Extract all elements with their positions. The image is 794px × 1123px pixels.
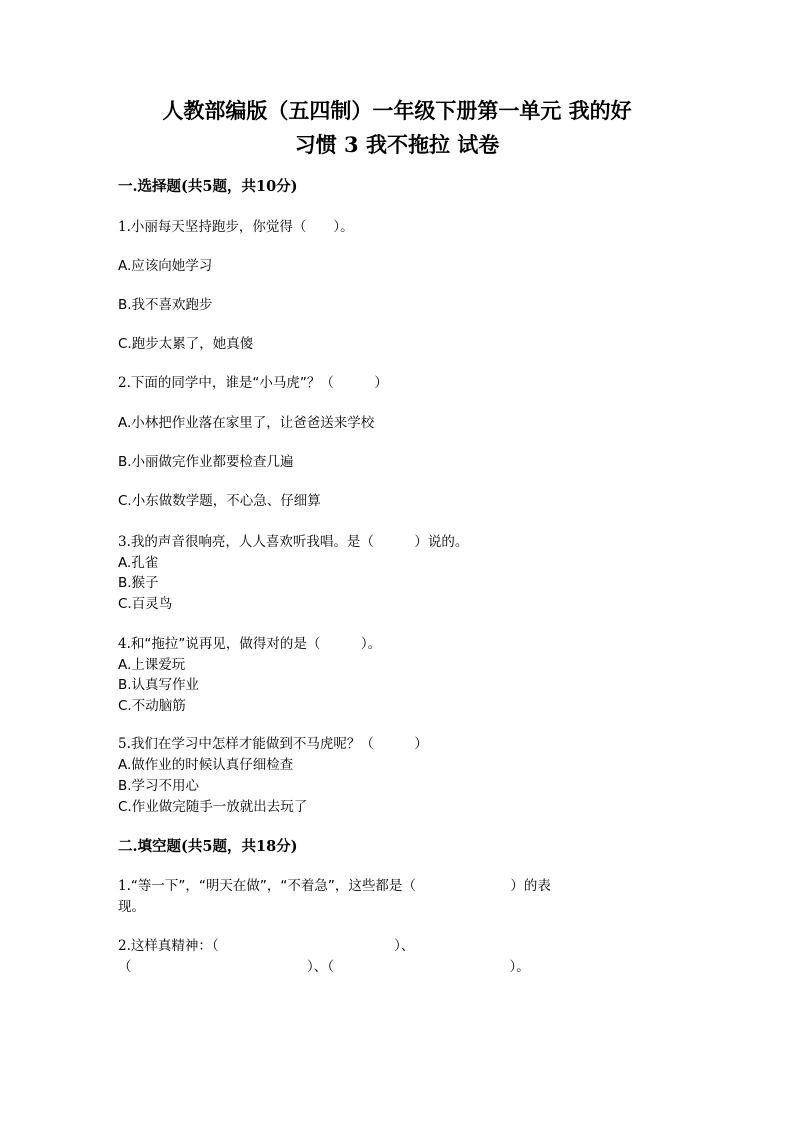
question-2-option-c: C.小东做数学题，不心急、仔细算	[118, 493, 321, 509]
question-1-option-c: C.跑步太累了，她真傻	[118, 336, 254, 352]
question-stem: 我们在学习中怎样才能做到不马虎呢？（ ）	[130, 736, 428, 752]
question-4-option-b: B.认真写作业	[118, 677, 200, 693]
question-4-option-a: A.上课爱玩	[118, 657, 186, 673]
question-1-option-a: A.应该向她学习	[118, 258, 213, 274]
question-3-option-c: C.百灵鸟	[118, 596, 173, 612]
question-1	[118, 217, 354, 238]
question-number: 5.	[118, 736, 131, 752]
fill-in-2	[118, 936, 414, 957]
question-5-option-b: B.学习不用心	[118, 778, 200, 794]
fill-in-1-continuation: 现。	[118, 899, 145, 915]
question-2	[118, 373, 388, 394]
question-4	[118, 634, 381, 655]
fill-in-2-continuation: （ ）、（ ）。	[118, 959, 530, 975]
page-title-line-1: 人教部编版（五四制）一年级下册第一单元 我的好	[162, 98, 632, 123]
section-heading-choice: 一.选择题(共5题，共10分)	[118, 178, 298, 195]
question-number: 1.	[118, 878, 131, 894]
question-1-option-b: B.我不喜欢跑步	[118, 297, 213, 313]
page-title-line-2: 习惯 3 我不拖拉 试卷	[294, 132, 500, 157]
question-stem: 下面的同学中，谁是“小马虎”？（ ）	[130, 375, 388, 391]
question-stem: 我的声音很响亮，人人喜欢听我唱。是（ ）说的。	[130, 534, 469, 550]
question-stem: 小丽每天坚持跑步，你觉得（ ）。	[130, 219, 354, 235]
question-5-option-a: A.做作业的时候认真仔细检查	[118, 757, 294, 773]
question-number: 3.	[118, 534, 131, 550]
question-number: 1.	[118, 219, 131, 235]
question-stem: 和“拖拉”说再见，做得对的是（ ）。	[130, 636, 382, 652]
question-3	[118, 532, 468, 553]
question-stem: 这样真精神：（ ）、	[130, 938, 415, 954]
question-number: 4.	[118, 636, 131, 652]
question-3-option-b: B.猴子	[118, 575, 159, 591]
question-2-option-b: B.小丽做完作业都要检查几遍	[118, 454, 294, 470]
question-2-option-a: A.小林把作业落在家里了，让爸爸送来学校	[118, 415, 375, 431]
question-5-option-c: C.作业做完随手一放就出去玩了	[118, 799, 308, 815]
question-4-option-c: C.不动脑筋	[118, 698, 186, 714]
question-3-option-a: A.孔雀	[118, 555, 159, 571]
section-heading-fill-in: 二.填空题(共5题，共18分)	[118, 838, 298, 855]
question-stem: “等一下”，“明天在做”，“不着急”，这些都是（ ）的表	[130, 878, 551, 894]
question-5	[118, 734, 428, 755]
question-number: 2.	[118, 375, 131, 391]
question-number: 2.	[118, 938, 131, 954]
fill-in-1	[118, 876, 551, 897]
